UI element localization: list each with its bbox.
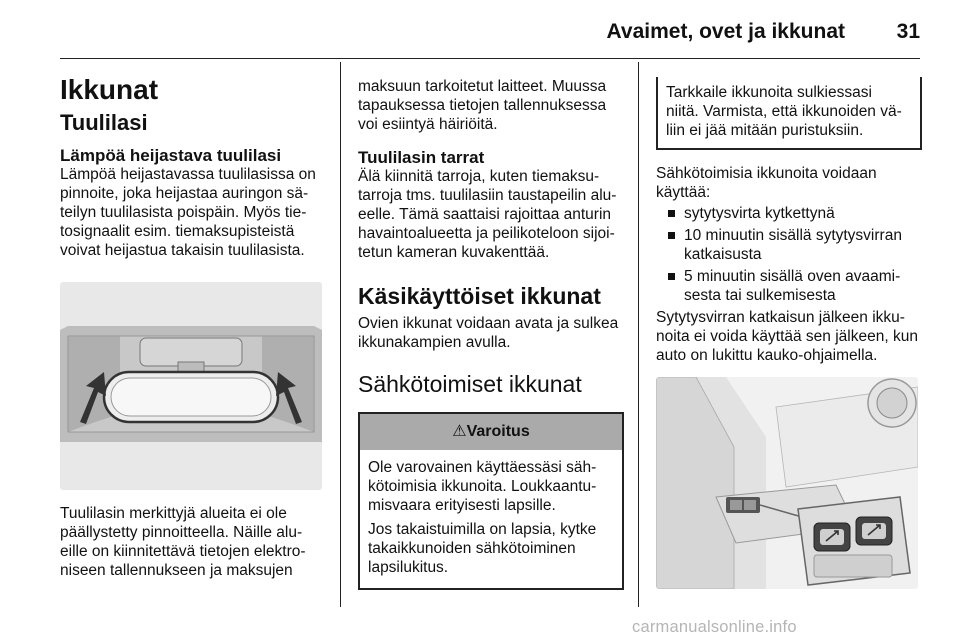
column-1 (60, 62, 326, 580)
bullet-icon (668, 273, 675, 280)
column-divider-1 (340, 62, 341, 607)
column-3 (656, 77, 922, 589)
paragraph-usage-intro: Sähkötoimisia ikkunoita voidaan käyttää: (656, 165, 877, 201)
subheading-stickers: Tuulilasin tarrat (358, 148, 485, 167)
paragraph-marked-areas: Tuulilasin merkittyjä alueita ei ole päällystetty pinnoitteella. Näille alu- eille on kiinnitettävä tietojen elektro- niseen tallennukseen ja maksujen (60, 505, 306, 579)
warning-body (360, 450, 622, 588)
column-2 (358, 77, 624, 590)
warning-paragraph-2: Jos takaistuimilla on lapsia, kytke takaikkunoiden sähkötoiminen lapsilukitus. (368, 521, 597, 576)
heading-manual-windows: Käsikäyttöiset ikkunat (358, 283, 601, 309)
warning-box (358, 412, 624, 590)
note-box: Tarkkaile ikkunoita sulkiessasi niitä. Varmista, että ikkunoiden vä- liin ei jää mitään puristuksiin. (656, 77, 922, 150)
bullet-icon (668, 210, 675, 217)
list-item: 10 minuutin sisällä sytytysvirran katkaisusta (656, 226, 922, 264)
usage-conditions-list (656, 204, 922, 305)
heading-electric-windows: Sähkötoimiset ikkunat (358, 371, 582, 397)
window-switch-figure (656, 377, 918, 589)
paragraph-stickers: Älä kiinnitä tarroja, kuten tiemaksu- tarroja tms. tuulilasiin taustapeilin alu- eelle. Tämä saattaisi rajoittaa anturin havaintoalueetta ja peilikoteloon sijoi- tetun kameran kuvakenttää. (358, 168, 617, 261)
window-switch-illustration (656, 377, 918, 589)
list-item: sytytysvirta kytkettynä (656, 204, 922, 223)
list-item: 5 minuutin sisällä oven avaami- sesta tai sulkemisesta (656, 267, 922, 305)
warning-paragraph-1: Ole varovainen käyttäessäsi säh- kötoimisia ikkunoita. Loukkaantu- misvaara erityisesti lapsille. (368, 459, 597, 514)
page-heading: Ikkunat (60, 74, 159, 105)
warning-icon: ⚠ (452, 423, 467, 440)
section-heading: Tuulilasi (60, 110, 148, 135)
page-number: 31 (896, 20, 920, 43)
header-rule (60, 58, 920, 59)
watermark: carmanualsonline.info (632, 618, 797, 636)
subheading-heat-reflecting: Lämpöä heijastava tuulilasi (60, 146, 282, 165)
header-title: Avaimet, ovet ja ikkunat (606, 20, 845, 43)
paragraph-after-ignition: Sytytysvirran katkaisun jälkeen ikku- noita ei voida käyttää sen jälkeen, kun auto on lukittu kauko-ohjaimella. (656, 309, 918, 364)
bullet-icon (668, 232, 675, 239)
paragraph-continued: maksuun tarkoitetut laitteet. Muussa tapauksessa tietojen tallennuksessa voi esiintyä häiriöitä. (358, 78, 607, 133)
page-header (0, 0, 960, 62)
paragraph-heat-reflecting: Lämpöä heijastavassa tuulilasissa on pinnoite, joka heijastaa auringon sä- teilyn tuulilasista poispäin. Myös tie- tosignaalit esim. tiemaksupisteistä voivat heijastua takaisin tuulilasista. (60, 166, 316, 259)
warning-header: ⚠Varoitus (360, 412, 622, 450)
rear-view-mirror-illustration (60, 282, 322, 490)
windscreen-figure (60, 282, 322, 490)
column-divider-2 (638, 62, 639, 607)
paragraph-manual-windows: Ovien ikkunat voidaan avata ja sulkea ikkunakampien avulla. (358, 315, 619, 351)
